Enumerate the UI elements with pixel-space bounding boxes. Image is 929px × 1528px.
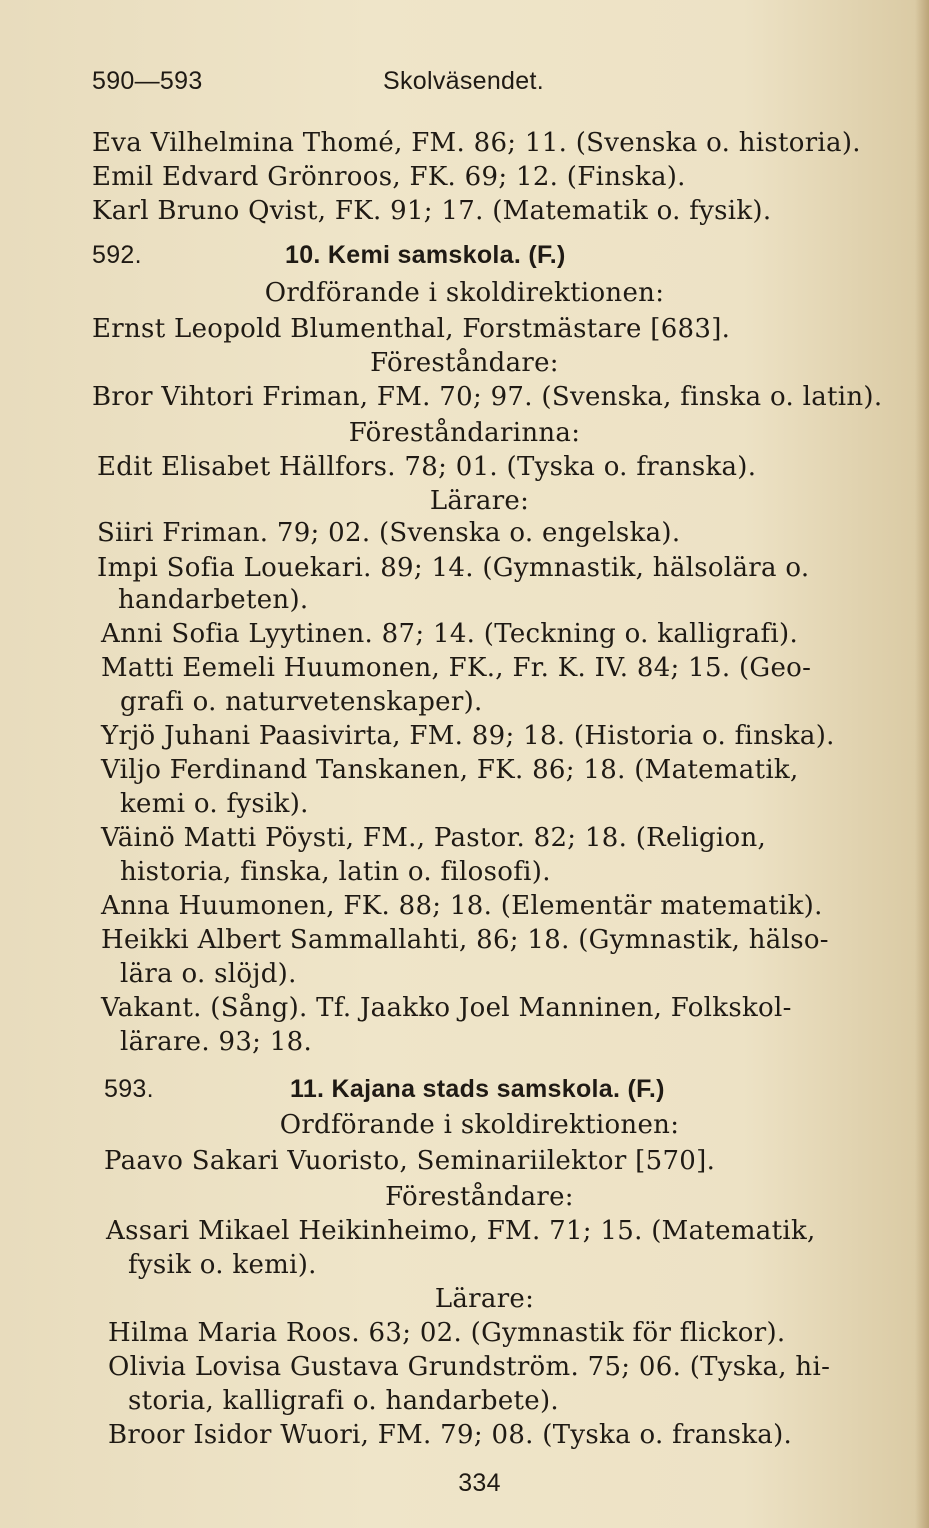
- subheading-chair: Ordförande i skoldirektionen:: [279, 1110, 680, 1140]
- subheading-teachers: Lärare:: [429, 486, 530, 516]
- entry-line: fysik o. kemi).: [128, 1250, 317, 1280]
- entry-line: lära o. slöjd).: [120, 959, 297, 989]
- entry-line: Bror Vihtori Friman, FM. 70; 97. (Svenska, finska o. latin).: [92, 382, 883, 412]
- entry-line: Edit Elisabet Hällfors. 78; 01. (Tyska o. franska).: [97, 452, 757, 482]
- subheading-headf: Föreståndarinna:: [348, 418, 581, 448]
- entry-line: Olivia Lovisa Gustava Grundström. 75; 06. (Tyska, hi-: [108, 1352, 831, 1382]
- page-number: 334: [458, 1469, 501, 1497]
- running-head-title: Skolväsendet.: [383, 67, 544, 95]
- entry-line: Hilma Maria Roos. 63; 02. (Gymnastik för flickor).: [108, 1318, 786, 1348]
- entry-line: Siiri Friman. 79; 02. (Svenska o. engelska).: [97, 518, 681, 548]
- section-number: 593.: [104, 1075, 154, 1103]
- entry-line: Paavo Sakari Vuoristo, Seminariilektor [570].: [104, 1146, 716, 1176]
- entry-line: Viljo Ferdinand Tanskanen, FK. 86; 18. (Matematik,: [101, 755, 799, 785]
- entry-line: Impi Sofia Louekari. 89; 14. (Gymnastik, hälsolära o.: [97, 553, 810, 583]
- subheading-chair: Ordförande i skoldirektionen:: [264, 278, 665, 308]
- section-number: 592.: [92, 241, 142, 269]
- entry-line: kemi o. fysik).: [120, 789, 309, 819]
- entry-line: Ernst Leopold Blumenthal, Forstmästare [683].: [92, 314, 731, 344]
- entry-line: lärare. 93; 18.: [120, 1027, 313, 1057]
- subheading-teachers: Lärare:: [434, 1284, 535, 1314]
- entry-line: Karl Bruno Qvist, FK. 91; 17. (Matematik o. fysik).: [92, 196, 772, 226]
- entry-line: Eva Vilhelmina Thomé, FM. 86; 11. (Svenska o. historia).: [92, 128, 861, 158]
- subheading-head: Föreståndare:: [385, 1182, 574, 1212]
- entry-line: historia, finska, latin o. filosofi).: [120, 857, 551, 887]
- section-title: 10. Kemi samskola. (F.): [285, 241, 566, 269]
- subheading-head: Föreståndare:: [370, 348, 559, 378]
- entry-line: Emil Edvard Grönroos, FK. 69; 12. (Finska).: [92, 162, 686, 192]
- entry-line: Assari Mikael Heikinheimo, FM. 71; 15. (Matematik,: [106, 1216, 816, 1246]
- section-title: 11. Kajana stads samskola. (F.): [290, 1075, 665, 1103]
- entry-line: Matti Eemeli Huumonen, FK., Fr. K. IV. 84; 15. (Geo-: [101, 653, 812, 683]
- entry-line: Heikki Albert Sammallahti, 86; 18. (Gymnastik, hälso-: [101, 925, 829, 955]
- entry-line: Anna Huumonen, FK. 88; 18. (Elementär matematik).: [101, 891, 823, 921]
- entry-line: Vakant. (Sång). Tf. Jaakko Joel Manninen, Folkskol-: [101, 993, 792, 1023]
- entry-line: storia, kalligrafi o. handarbete).: [128, 1386, 559, 1416]
- running-head-range: 590—593: [92, 67, 203, 95]
- entry-line: Väinö Matti Pöysti, FM., Pastor. 82; 18. (Religion,: [101, 823, 767, 853]
- entry-line: grafi o. naturvetenskaper).: [120, 687, 483, 717]
- entry-line: Anni Sofia Lyytinen. 87; 14. (Teckning o. kalligrafi).: [101, 619, 799, 649]
- entry-line: Yrjö Juhani Paasivirta, FM. 89; 18. (Historia o. finska).: [101, 721, 835, 751]
- entry-line: Broor Isidor Wuori, FM. 79; 08. (Tyska o. franska).: [108, 1420, 793, 1450]
- entry-line: handarbeten).: [118, 585, 309, 615]
